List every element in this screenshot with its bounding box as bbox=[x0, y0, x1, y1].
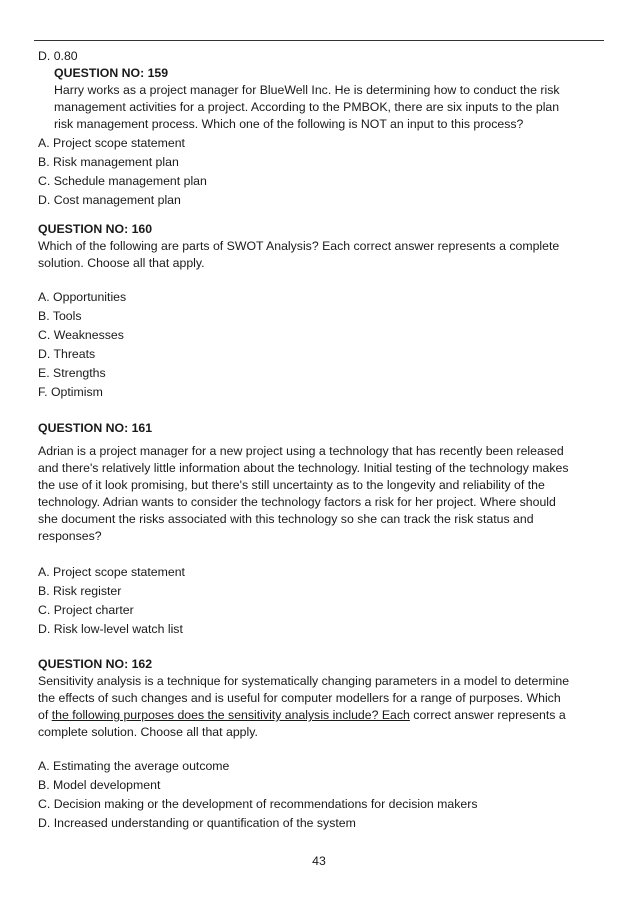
page-number: 43 bbox=[312, 854, 326, 868]
question-162-option: C. Decision making or the development of recommendations for decision makers bbox=[38, 797, 478, 811]
question-159-heading: QUESTION NO: 159 bbox=[54, 66, 169, 80]
question-161-option: A. Project scope statement bbox=[38, 565, 185, 579]
header-rule bbox=[34, 40, 604, 41]
question-162-text-segment: correct answer represents a bbox=[409, 708, 566, 722]
question-162-text-line: the effects of such changes and is useful for computer modellers for a range of purposes. Which bbox=[38, 691, 561, 705]
question-159-option: D. Cost management plan bbox=[38, 193, 181, 207]
question-160-text-line: Which of the following are parts of SWOT Analysis? Each correct answer represents a complete bbox=[38, 239, 560, 253]
question-161-heading: QUESTION NO: 161 bbox=[38, 421, 153, 435]
question-162-text-line: Sensitivity analysis is a technique for systematically changing parameters in a model to determine bbox=[38, 674, 570, 688]
question-161-text-line: Adrian is a project manager for a new project using a technology that has recently been released bbox=[38, 444, 564, 458]
question-159-option: A. Project scope statement bbox=[38, 136, 185, 150]
question-160-option: D. Threats bbox=[38, 347, 96, 361]
question-159-option: B. Risk management plan bbox=[38, 155, 179, 169]
question-160-option: E. Strengths bbox=[38, 366, 106, 380]
question-161-text-line: technology. Adrian wants to consider the technology factors a risk for her project. Where should bbox=[38, 495, 556, 509]
question-161-text-line: responses? bbox=[38, 529, 102, 543]
question-159-option: C. Schedule management plan bbox=[38, 174, 207, 188]
question-160-text-line: solution. Choose all that apply. bbox=[38, 256, 205, 270]
question-162-text-line bbox=[38, 707, 566, 724]
question-159-text-line: Harry works as a project manager for BlueWell Inc. He is determining how to conduct the risk bbox=[54, 83, 560, 97]
question-162-option: B. Model development bbox=[38, 778, 161, 792]
question-161-option: B. Risk register bbox=[38, 584, 122, 598]
question-161-text-line: she document the risks associated with this technology so she can track the risk status and bbox=[38, 512, 534, 526]
question-161-option: C. Project charter bbox=[38, 603, 134, 617]
question-162-text-segment: of bbox=[38, 708, 52, 722]
question-160-heading: QUESTION NO: 160 bbox=[38, 222, 153, 236]
question-160-option: C. Weaknesses bbox=[38, 328, 124, 342]
question-162-option: A. Estimating the average outcome bbox=[38, 759, 230, 773]
question-161-option: D. Risk low-level watch list bbox=[38, 622, 183, 636]
question-162-option: D. Increased understanding or quantification of the system bbox=[38, 816, 356, 830]
question-160-option: A. Opportunities bbox=[38, 290, 127, 304]
question-161-text-line: the use of it look promising, but there's still uncertainty as to the longevity and reliability of the bbox=[38, 478, 545, 492]
question-160-option: F. Optimism bbox=[38, 385, 103, 399]
question-159-text-line: management activities for a project. According to the PMBOK, there are six inputs to the plan bbox=[54, 100, 560, 114]
previous-answer-tail: D. 0.80 bbox=[38, 49, 78, 63]
question-160-option: B. Tools bbox=[38, 309, 82, 323]
question-159-text-line: risk management process. Which one of the following is NOT an input to this process? bbox=[54, 117, 524, 131]
question-161-text-line: and there's relatively little information about the technology. Initial testing of the technology makes bbox=[38, 461, 569, 475]
question-162-heading: QUESTION NO: 162 bbox=[38, 657, 153, 671]
question-162-text-line: complete solution. Choose all that apply. bbox=[38, 725, 258, 739]
question-162-underlined-text: the following purposes does the sensitivity analysis include? Each bbox=[51, 708, 410, 722]
